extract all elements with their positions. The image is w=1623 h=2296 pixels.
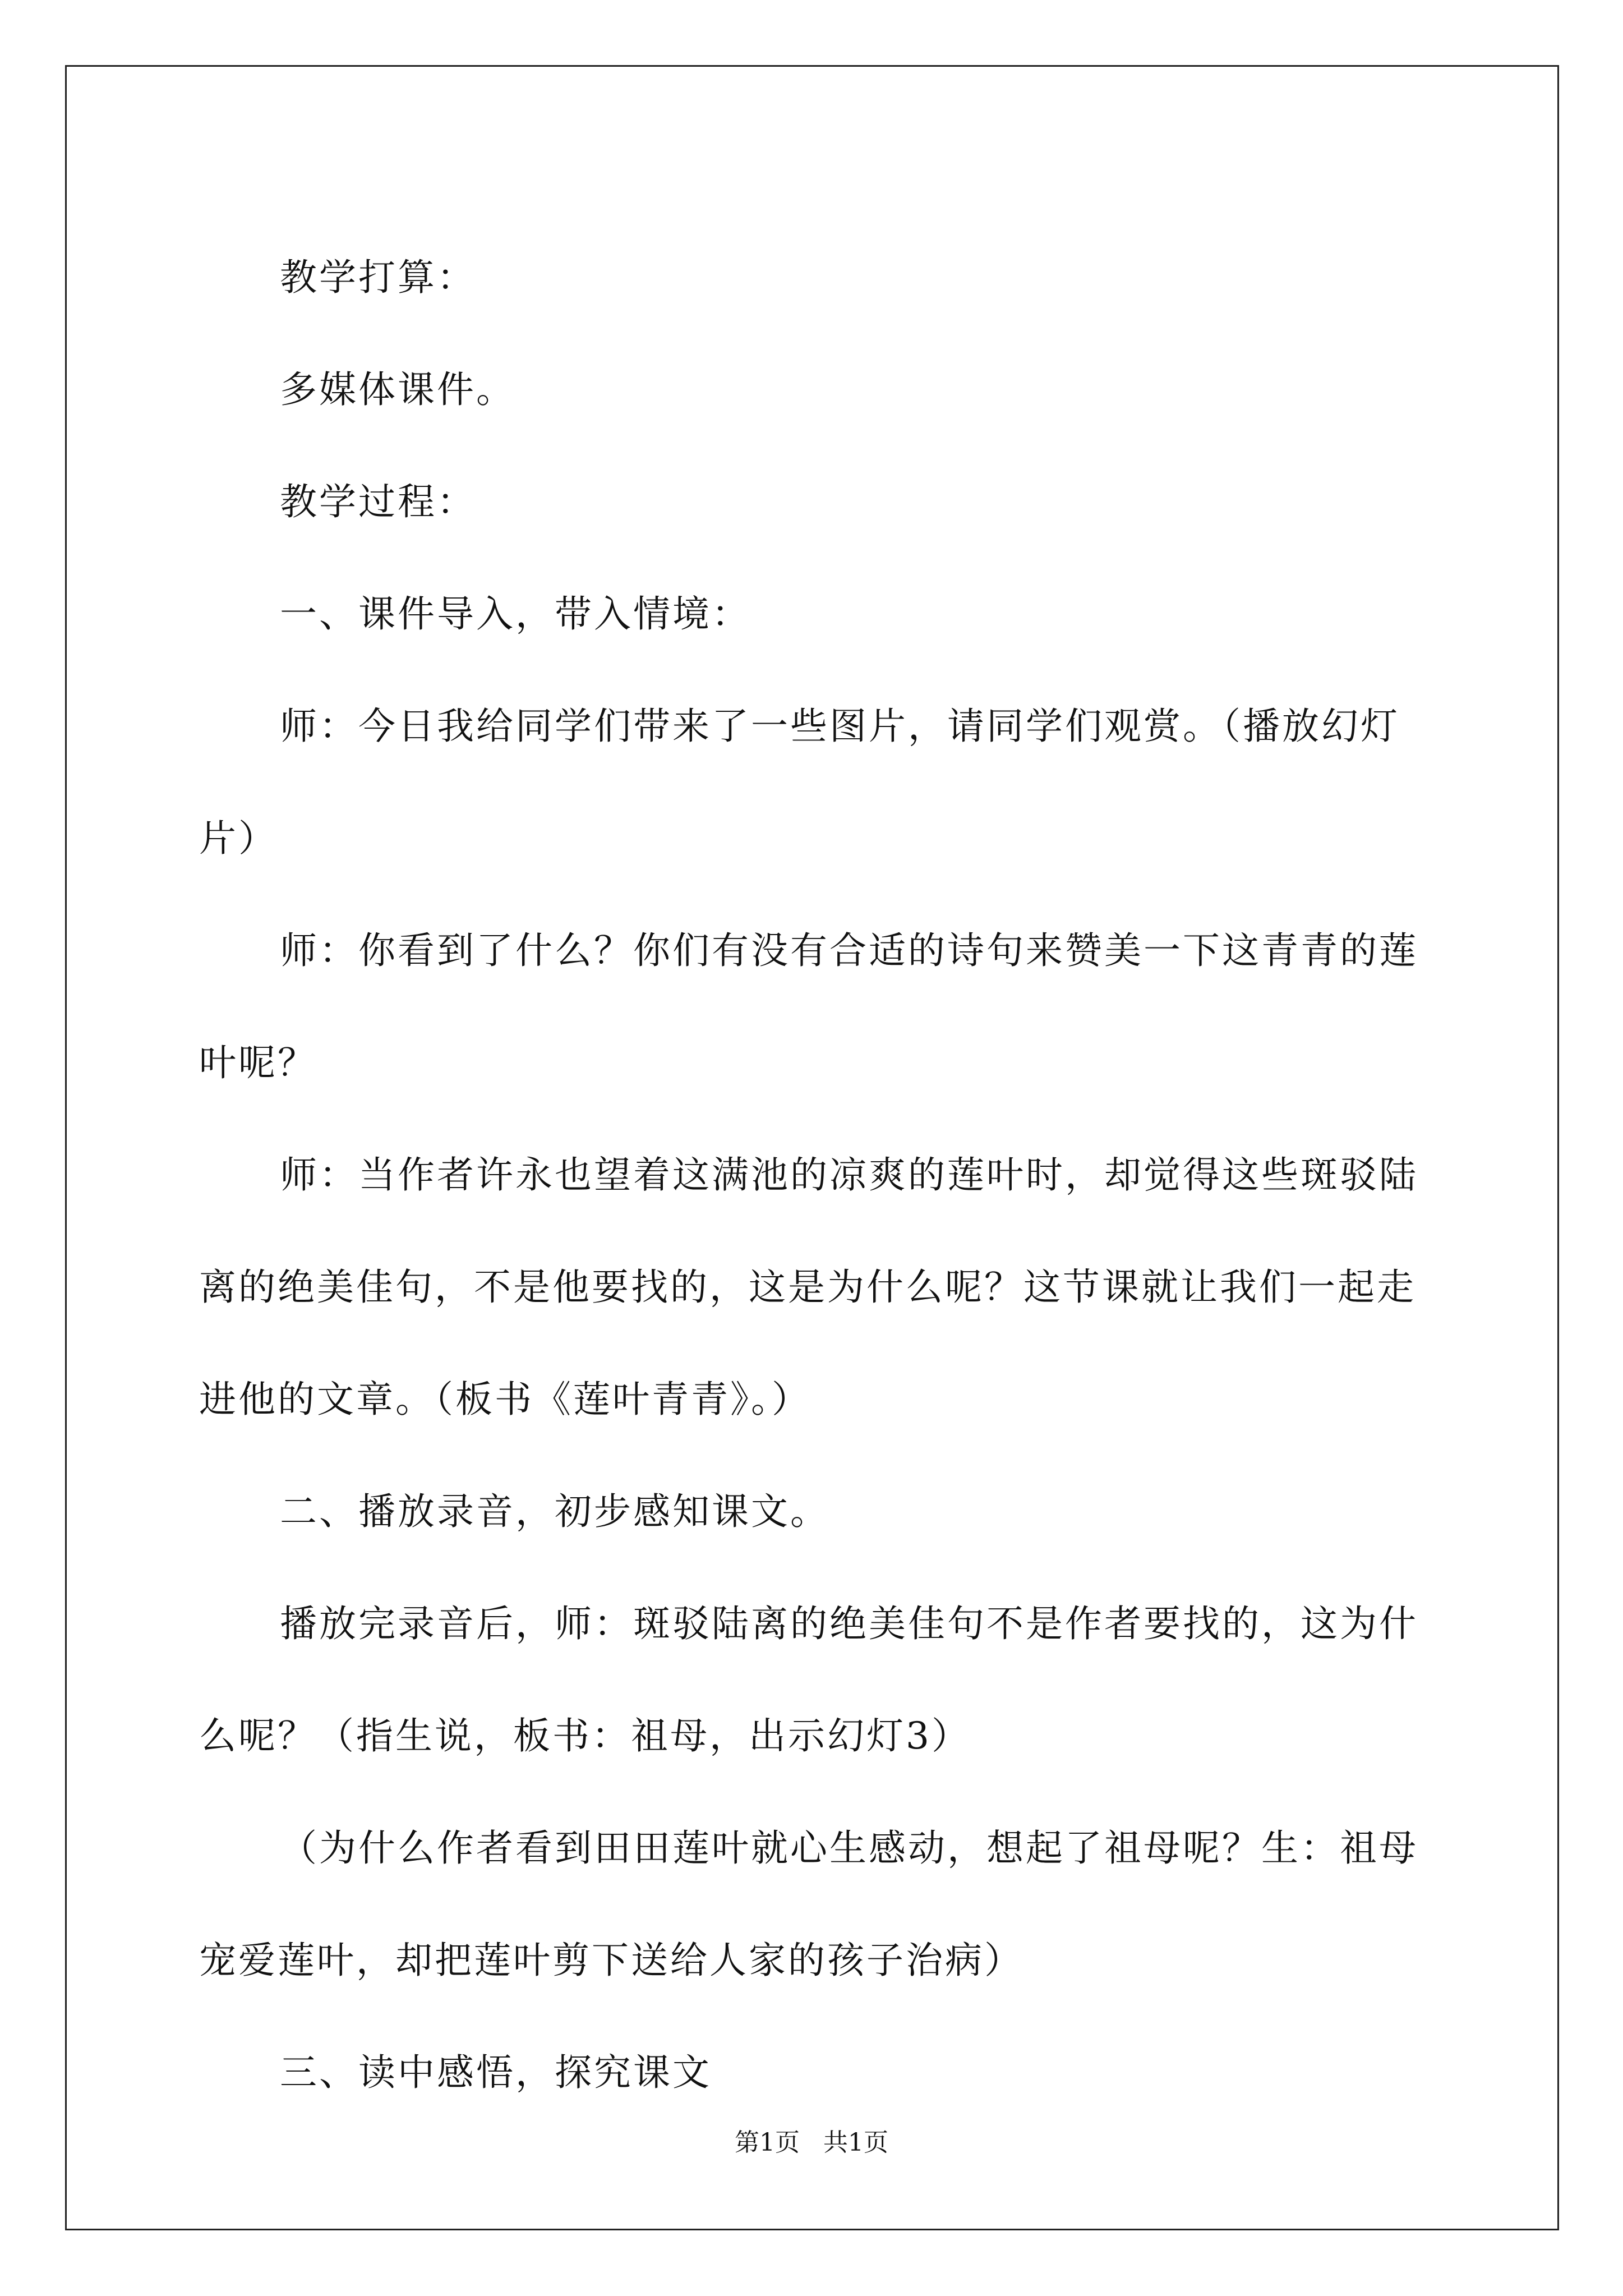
page-number: 第1页 <box>735 2128 800 2157</box>
page-footer <box>0 2126 1623 2160</box>
document-body <box>199 222 1428 2129</box>
paragraph-teacher-3: 师：当作者许永也望着这满池的凉爽的莲叶时，却觉得这些斑驳陆离的绝美佳句，不是他要找的，这是为什么呢？这节课就让我们一起走进他的文章。（板书《莲叶青青》。） <box>199 1153 1418 1421</box>
section-heading-2: 二、播放录音，初步感知课文。 <box>280 1490 829 1533</box>
paragraph-process-heading: 教学过程： <box>280 480 476 523</box>
paragraph-after-recording: 播放完录音后，师：斑驳陆离的绝美佳句不是作者要找的，这为什么呢？（指生说，板书：祖母，出示幻灯3） <box>199 1602 1418 1757</box>
page-total: 共1页 <box>823 2128 888 2157</box>
paragraph-question: （为什么作者看到田田莲叶就心生感动，想起了祖母呢？生：祖母宠爱莲叶，却把莲叶剪下送给人家的孩子治病） <box>199 1826 1418 1982</box>
paragraph-teacher-1: 师：今日我给同学们带来了一些图片，请同学们观赏。（播放幻灯片） <box>199 705 1400 860</box>
paragraph-multimedia: 多媒体课件。 <box>280 368 515 411</box>
section-heading-1: 一、课件导入，带入情境： <box>280 592 751 636</box>
section-heading-3: 三、读中感悟，探究课文 <box>280 2051 712 2094</box>
paragraph-teacher-2: 师：你看到了什么？你们有没有合适的诗句来赞美一下这青青的莲叶呢？ <box>199 929 1418 1084</box>
paragraph-preparation-heading: 教学打算： <box>280 256 476 299</box>
